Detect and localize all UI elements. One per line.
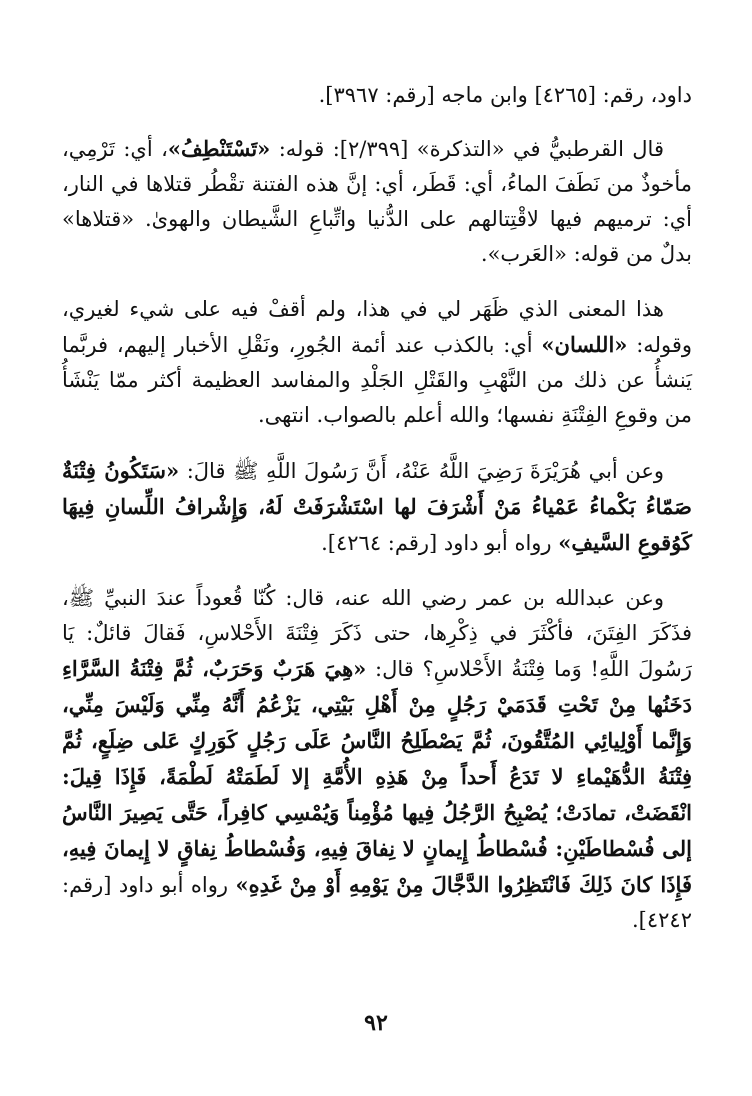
paragraph-hadith-abu-hurayra [62, 453, 692, 561]
paragraph-reference-continuation: داود، رقم: [٤٢٦٥] وابن ماجه [رقم: ٣٩٦٧]. [318, 83, 692, 107]
hadith-text: «هِيَ هَرَبٌ وَحَرَبٌ، ثُمَّ فِتْنَةُ السَّرَّاءِ دَخَنُها مِنْ تَحْتِ قَدَمَيْ رَجُلٍ مِنْ أَهْلِ بَيْتِي، يَزْعُمُ أَنَّهُ مِنِّي وَلَيْسَ مِنِّي، وَإِنَّما أَوْلِيائِي المُتَّقُونَ، ثُمَّ يَصْطَلِحُ النَّاسُ عَلَى رَجُلٍ كَوَرِكٍ عَلى ضِلَعٍ، ثُمَّ فِتْنَةُ الدُّهَيْماءِ لا تَدَعُ أَحداً مِنْ هَذِهِ الأُمَّةِ إلا لَطَمَتْهُ لَطْمَةً، فَإِذَا قِيلَ: انْقَضَتْ، تمادَتْ؛ يُصْبِحُ الرَّجُلُ فِيها مُؤْمِناً وَيُمْسِي كافِراً، حَتَّى يَصِيرَ النَّاسُ إلى فُسْطاطَيْنِ: فُسْطاطُ إِيمانٍ لا نِفاقَ فِيهِ، وَفُسْطاطُ نِفاقٍ لا إِيمانَ فِيهِ، فَإِذَا كانَ ذَلِكَ فَانْتَظِرُوا الدَّجَّالَ مِنْ يَوْمِهِ أَوْ مِنْ غَدِهِ» [62, 656, 692, 897]
text-segment: رواه أبو داود [رقم: ٤٢٤٢]. [62, 873, 692, 932]
text-segment: وعن أبي هُرَيْرَةَ رَضِيَ اللَّهُ عَنْهُ، أَنَّ رَسُولَ اللَّهِ ﷺ قالَ: [179, 459, 664, 483]
text-segment: هذا المعنى الذي ظَهَر لي في هذا، ولم أقفْ فيه على شيء لغيري، وقوله: [62, 297, 692, 357]
hadith-text: «سَتَكُونُ فِتْنَةٌ صَمّاءُ بَكْماءُ عَمْياءُ مَنْ أَشْرَفَ لها اسْتَشْرَفَتْ لَهُ، وَإِشْرافُ اللِّسانِ فِيهَا كَوُقوعِ السَّيفِ» [62, 458, 692, 555]
book-page [62, 78, 692, 1068]
text-segment: أي: بالكذب عند أئمة الجُورِ، ونَقْلِ الأخبار إليهم، فربَّما يَنشأُ عن ذلك من النَّهْبِ والقَتْلِ الجَلْدِ والمفاسد العظيمة أكثر ممّا يَنْشَأُ من وقوعِ الفِتْنَةِ نفسها؛ والله أعلم بالصواب. انتهى. [62, 333, 692, 427]
text-segment: ، أي: تَرْمِي، مأخوذٌ من نَطَفَ الماءُ، أي: قَطَر، أي: إنَّ هذه الفتنة تقْطُر قتلاها في النار، أي: ترميهم فيها لاقْتِتالهم على الدُّنيا واتِّباعِ الشَّيطان والهوىٰ. «قتلاها» بدلٌ من قوله: «العَرب». [62, 137, 692, 266]
text-segment: قال القرطبيُّ في «التذكرة» [٢/٣٩٩]: قوله: [270, 137, 664, 161]
text-segment: رواه أبو داود [رقم: ٤٢٦٤]. [321, 531, 559, 555]
text-segment: وعن عبدالله بن عمر رضي الله عنه، قال: كُنّا قُعوداً عندَ النبيِّ ﷺ، فذَكَرَ الفِتَنَ، فأكْثَرَ في ذِكْرِها، حتى ذَكَرَ فِتْنَةَ الأَحْلاسِ، فَقالَ قائلٌ: يَا رَسُولَ اللَّهِ! وَما فِتْنَةُ الأَحْلاسِ؟ قال: [62, 586, 692, 681]
paragraph-explanation [62, 292, 692, 433]
page-number: ٩٢ [364, 1010, 388, 1036]
paragraph-hadith-ibn-umar [62, 581, 692, 938]
bold-term: «تَسْتَنْطِفُ» [167, 136, 271, 161]
bold-term: «اللسان» [541, 332, 628, 357]
paragraph-qurtubi-quote [62, 131, 692, 272]
